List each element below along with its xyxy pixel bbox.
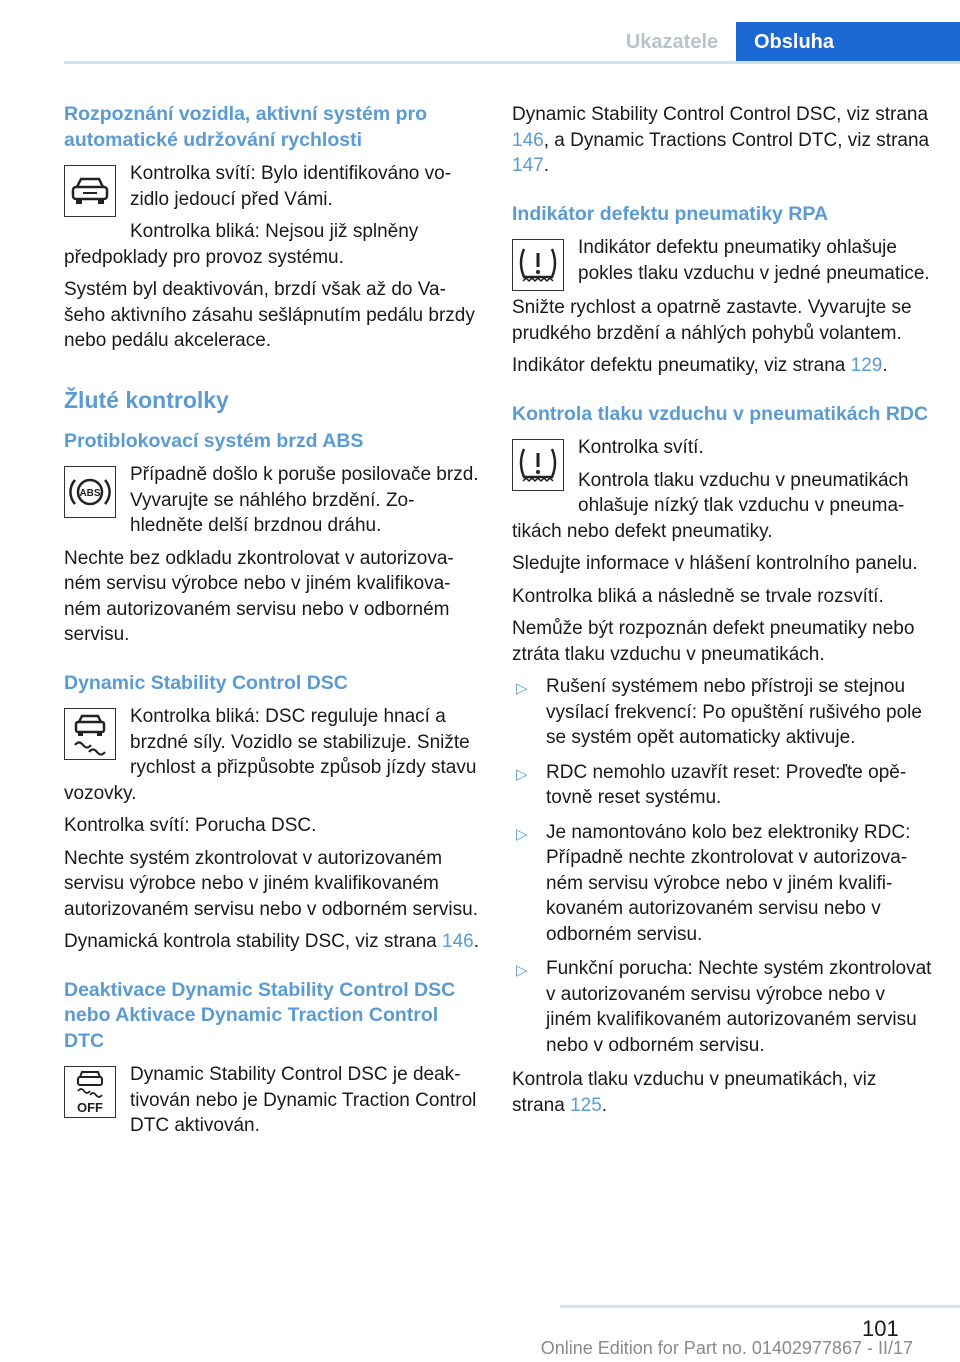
dsc-off-lamp-text: Dynamic Stability Control DSC je deaktivován nebo je Dynamic Traction Control DTC aktivován. [130,1064,477,1136]
tire-warning-icon [512,239,564,291]
rpa-reference-text: Indikátor defektu pneumatiky, viz strana 129. [512,355,888,376]
dsc-off-block [64,1062,480,1146]
section-title-dsc: Dynamic Stability Control DSC [64,671,348,694]
triangle-bullet-icon: ▷ [516,962,528,979]
section-title-vehicle-detection: Rozpoznání vozidla, aktivní systém pro automatické udržování rychlosti [64,103,427,151]
section-title-abs: Protiblokovací systém brzd ABS [64,429,364,452]
rdc-not-detected-text: Nemůže být rozpoznán defekt pneumatiky nebo ztráta tlaku vzduchu v pneumatikách. [512,618,915,665]
dsc-service-text: Nechte systém zkontrolovat v autorizovaném servisu výrobce nebo v jiném kvalifikovaném autorizovaném servisu nebo v odborném servisu. [64,847,478,920]
page-number: 101 [862,1316,899,1341]
page-link-129[interactable]: 129 [850,355,883,376]
section-title-dsc-off: Deaktivace Dynamic Stability Control DSC nebo Aktivace Dynamic Traction Control DTC [64,978,456,1052]
rdc-lamp-on-text: Kontrolka svítí. [578,437,704,458]
dsc-lamp-text: Kontrolka bliká: DSC reguluje hnací a brzdné síly. Vozidlo se stabilizuje. Snižte rychlost a přizpůsobte způsob jízdy stavu vozovky. [64,706,477,804]
tab-ukazatele[interactable]: Ukazatele [625,31,719,53]
tab-obsluha[interactable]: Obsluha [736,22,960,63]
tire-pressure-icon [512,439,564,491]
page-link-147[interactable]: 147 [512,155,544,176]
list-item: ▷ Funkční porucha: Nechte systém zkontrolovat v autorizovaném servisu výrobce nebo v jiném kvalifikovaném autorizovaném servisu nebo v odborném servisu. [516,958,932,1056]
vehicle-detection-flash-text: Kontrolka bliká: Nejsou již splněny předpoklady pro provoz systému. [64,221,419,268]
list-item: ▷ Rušení systémem nebo přístroji se stejnou vysílací frekvencí: Po opuštění rušivého pole se systém opět automaticky aktivuje. [516,676,922,748]
abs-lamp-text: Případně došlo k poruše posilovače brzd. Vyvarujte se náhlého brzdění. Zohledněte delší brzdnou dráhu. [130,464,479,536]
off-label: OFF [77,1100,103,1115]
abs-service-text: Nechte bez odkladu zkontrolovat v autorizovaném servisu výrobce nebo v jiném kvalifikovaném autorizovaném servisu nebo v odborném servisu. [64,547,454,645]
page-link-125[interactable]: 125 [570,1094,602,1116]
list-item: ▷ Je namontováno kolo bez elektroniky RDC: Případně nechte zkontrolovat v autorizovaném servisu výrobce nebo v jiném kvalifikovaném autorizovaném servisu nebo v odborném servisu. [516,821,911,945]
abs-icon [64,466,116,518]
vehicle-detection-deactivated-text: Systém byl deaktivován, brzdí však až do Vašeho aktivního zásahu sešlápnutím pedálu brzdy nebo pedálu akcelerace. [64,279,475,351]
dsc-malfunction-text: Kontrolka svítí: Porucha DSC. [64,815,317,836]
page-link-146[interactable]: 146 [512,129,544,151]
heading-yellow-lamps: Žluté kontrolky [64,386,229,413]
triangle-bullet-icon: ▷ [516,765,528,783]
svg-text:ABS: ABS [79,488,101,499]
rpa-lamp-text: Indikátor defektu pneumatiky ohlašuje pokles tlaku vzduchu v jedné pneumatice. [578,237,930,284]
dsc-dtc-reference-text: Dynamic Stability Control Control DSC, viz strana 146, a Dynamic Tractions Control DTC, viz strana 147. [512,104,930,176]
left-column [64,102,480,1146]
rdc-flash-text: Kontrolka bliká a následně se trvale rozsvítí. [512,585,884,607]
right-column [512,102,932,1125]
vehicle-detection-lamp-text: Kontrolka svítí: Bylo identifikováno vozidlo jedoucí před Vámi. [130,163,452,210]
car-ahead-icon [64,165,116,217]
page-link-146[interactable]: 146 [442,931,474,952]
header-divider [64,61,960,64]
list-item: ▷ RDC nemohlo uzavřít reset: Proveďte opětovně reset systému. [516,761,907,808]
vehicle-detection-block [64,161,480,277]
edition-footer: Online Edition for Part no. 01402977867 - II/17 [540,1338,913,1358]
section-title-rpa: Indikátor defektu pneumatiky RPA [512,202,829,225]
rdc-info-text: Sledujte informace v hlášení kontrolního panelu. [512,553,918,574]
rpa-advice-text: Snižte rychlost a opatrně zastavte. Vyvarujte se prudkého brzdění a náhlých pohybů volantem. [512,297,912,344]
rdc-low-pressure-text: Kontrola tlaku vzduchu v pneumatikách ohlašuje nízký tlak vzduchu v pneumatikách nebo defekt pneumatiky. [512,469,909,542]
dsc-reference-text: Dynamická kontrola stability DSC, viz strana 146. [64,931,479,952]
footer-divider [560,1305,960,1308]
rdc-block [512,435,932,551]
section-title-rdc: Kontrola tlaku vzduchu v pneumatikách RDC [512,402,929,425]
abs-block [64,462,480,546]
dsc-block [64,704,480,813]
triangle-bullet-icon: ▷ [516,680,528,697]
dsc-off-icon [64,1066,116,1118]
triangle-bullet-icon: ▷ [516,825,528,843]
rpa-block [512,235,932,295]
rdc-reference-text: Kontrola tlaku vzduchu v pneumatikách, viz strana 125. [512,1069,877,1116]
dsc-icon [64,708,116,760]
